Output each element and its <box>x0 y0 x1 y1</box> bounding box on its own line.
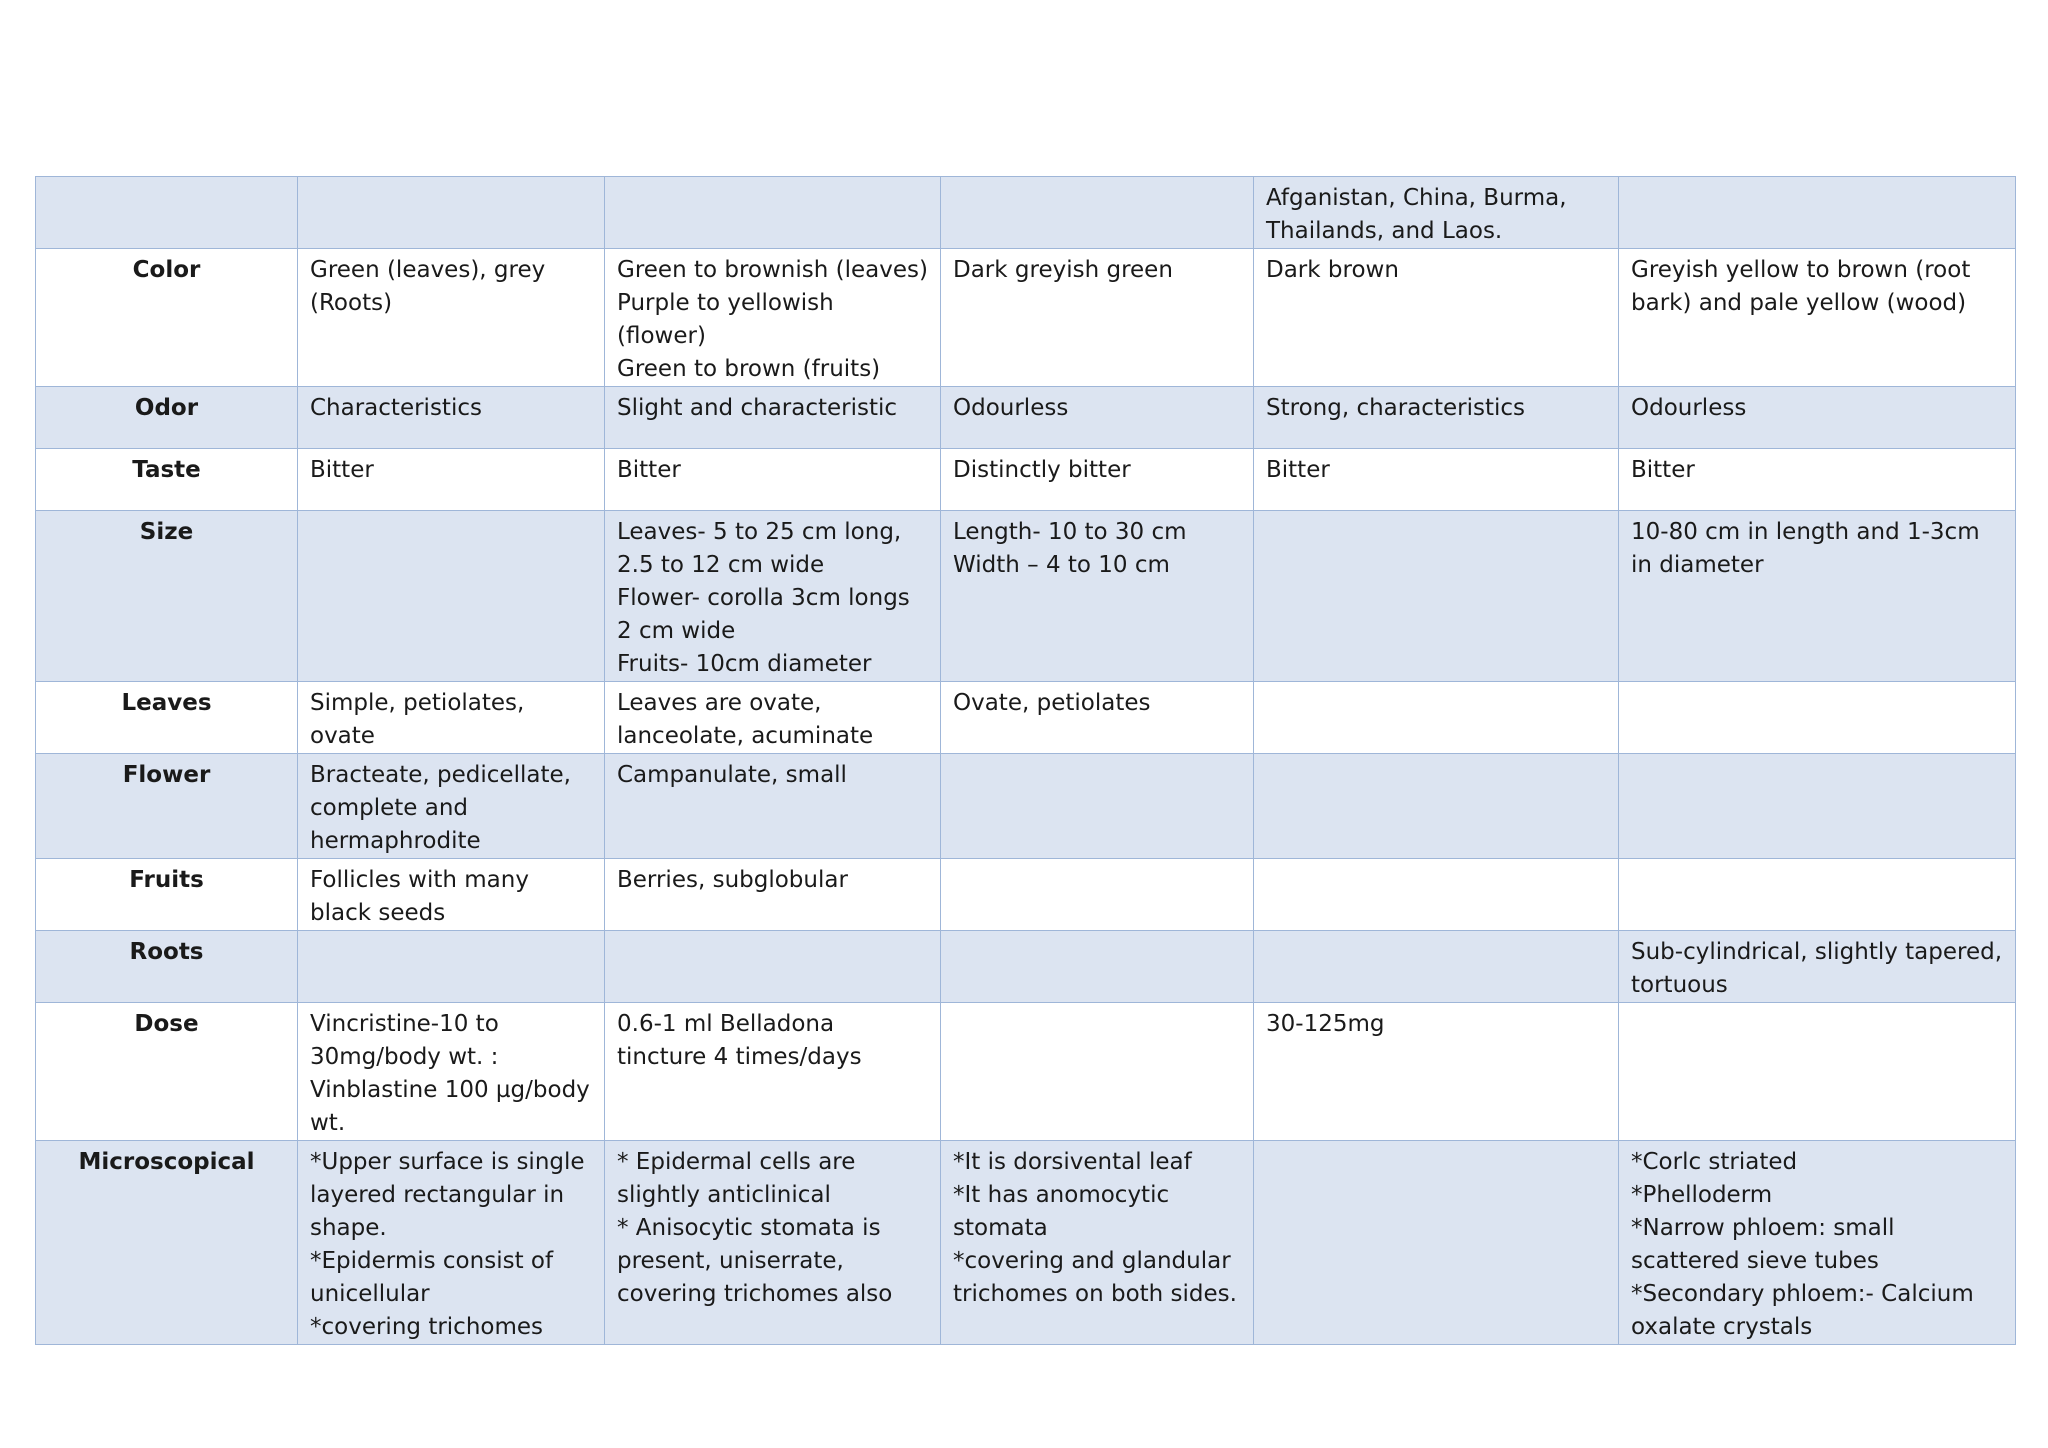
table-cell: * Epidermal cells are slightly anticlinical * Anisocytic stomata is present, uniserrate, covering trichomes also <box>605 1141 941 1345</box>
row-label: Odor <box>36 387 298 449</box>
table-row <box>36 177 2016 249</box>
table-cell: Green to brownish (leaves) Purple to yellowish (flower) Green to brown (fruits) <box>605 249 941 387</box>
table-cell: Characteristics <box>298 387 605 449</box>
table-cell: 30-125mg <box>1254 1003 1619 1141</box>
table-cell: 10-80 cm in length and 1-3cm in diameter <box>1619 511 2016 682</box>
table-row <box>36 1141 2016 1345</box>
table-cell: Ovate, petiolates <box>941 682 1254 754</box>
row-label: Roots <box>36 931 298 1003</box>
table-row <box>36 449 2016 511</box>
table-row <box>36 859 2016 931</box>
row-label: Leaves <box>36 682 298 754</box>
table-cell <box>605 931 941 1003</box>
table-cell <box>941 177 1254 249</box>
table-cell: Bitter <box>298 449 605 511</box>
table-cell <box>1254 682 1619 754</box>
table-cell <box>1619 682 2016 754</box>
comparison-table <box>35 176 2016 1345</box>
table-cell <box>1619 177 2016 249</box>
table-cell: Dark brown <box>1254 249 1619 387</box>
table-cell <box>1619 859 2016 931</box>
table-cell <box>605 177 941 249</box>
comparison-table-container <box>35 176 2015 1345</box>
table-row <box>36 1003 2016 1141</box>
table-row <box>36 387 2016 449</box>
table-cell: Bitter <box>605 449 941 511</box>
table-cell: Slight and characteristic <box>605 387 941 449</box>
table-cell: Afganistan, China, Burma, Thailands, and Laos. <box>1254 177 1619 249</box>
table-cell: Vincristine-10 to 30mg/body wt. : Vinblastine 100 µg/body wt. <box>298 1003 605 1141</box>
table-cell: Simple, petiolates, ovate <box>298 682 605 754</box>
table-cell: Strong, characteristics <box>1254 387 1619 449</box>
table-cell <box>941 859 1254 931</box>
table-row <box>36 931 2016 1003</box>
table-cell: Leaves are ovate, lanceolate, acuminate <box>605 682 941 754</box>
table-cell: Odourless <box>941 387 1254 449</box>
table-cell: *It is dorsivental leaf *It has anomocytic stomata *covering and glandular trichomes on both sides. <box>941 1141 1254 1345</box>
table-row <box>36 249 2016 387</box>
table-cell <box>1619 1003 2016 1141</box>
table-cell: Berries, subglobular <box>605 859 941 931</box>
table-cell: Greyish yellow to brown (root bark) and pale yellow (wood) <box>1619 249 2016 387</box>
table-cell: Odourless <box>1619 387 2016 449</box>
table-cell <box>1254 859 1619 931</box>
table-body <box>36 177 2016 1345</box>
row-label <box>36 177 298 249</box>
table-cell <box>1254 931 1619 1003</box>
table-cell: *Upper surface is single layered rectangular in shape. *Epidermis consist of unicellular *covering trichomes <box>298 1141 605 1345</box>
table-cell <box>298 177 605 249</box>
table-cell: Length- 10 to 30 cm Width – 4 to 10 cm <box>941 511 1254 682</box>
table-cell: Campanulate, small <box>605 754 941 859</box>
table-cell <box>1254 511 1619 682</box>
table-cell <box>1254 1141 1619 1345</box>
table-cell: Leaves- 5 to 25 cm long, 2.5 to 12 cm wide Flower- corolla 3cm longs 2 cm wide Fruits- 10cm diameter <box>605 511 941 682</box>
row-label: Size <box>36 511 298 682</box>
table-cell <box>298 511 605 682</box>
row-label: Taste <box>36 449 298 511</box>
table-cell: Bitter <box>1619 449 2016 511</box>
table-cell: Green (leaves), grey (Roots) <box>298 249 605 387</box>
table-cell: 0.6-1 ml Belladona tincture 4 times/days <box>605 1003 941 1141</box>
row-label: Color <box>36 249 298 387</box>
table-cell <box>1619 754 2016 859</box>
table-cell <box>298 931 605 1003</box>
table-cell: Bitter <box>1254 449 1619 511</box>
table-cell: Dark greyish green <box>941 249 1254 387</box>
row-label: Microscopical <box>36 1141 298 1345</box>
table-cell: Sub-cylindrical, slightly tapered, tortuous <box>1619 931 2016 1003</box>
row-label: Fruits <box>36 859 298 931</box>
table-row <box>36 682 2016 754</box>
table-cell: Follicles with many black seeds <box>298 859 605 931</box>
table-cell: Bracteate, pedicellate, complete and hermaphrodite <box>298 754 605 859</box>
table-row <box>36 511 2016 682</box>
table-cell: Distinctly bitter <box>941 449 1254 511</box>
table-cell: *Corlc striated *Phelloderm *Narrow phloem: small scattered sieve tubes *Secondary phloem:- Calcium oxalate crystals <box>1619 1141 2016 1345</box>
table-row <box>36 754 2016 859</box>
row-label: Dose <box>36 1003 298 1141</box>
table-cell <box>1254 754 1619 859</box>
row-label: Flower <box>36 754 298 859</box>
table-cell <box>941 931 1254 1003</box>
table-cell <box>941 754 1254 859</box>
table-cell <box>941 1003 1254 1141</box>
